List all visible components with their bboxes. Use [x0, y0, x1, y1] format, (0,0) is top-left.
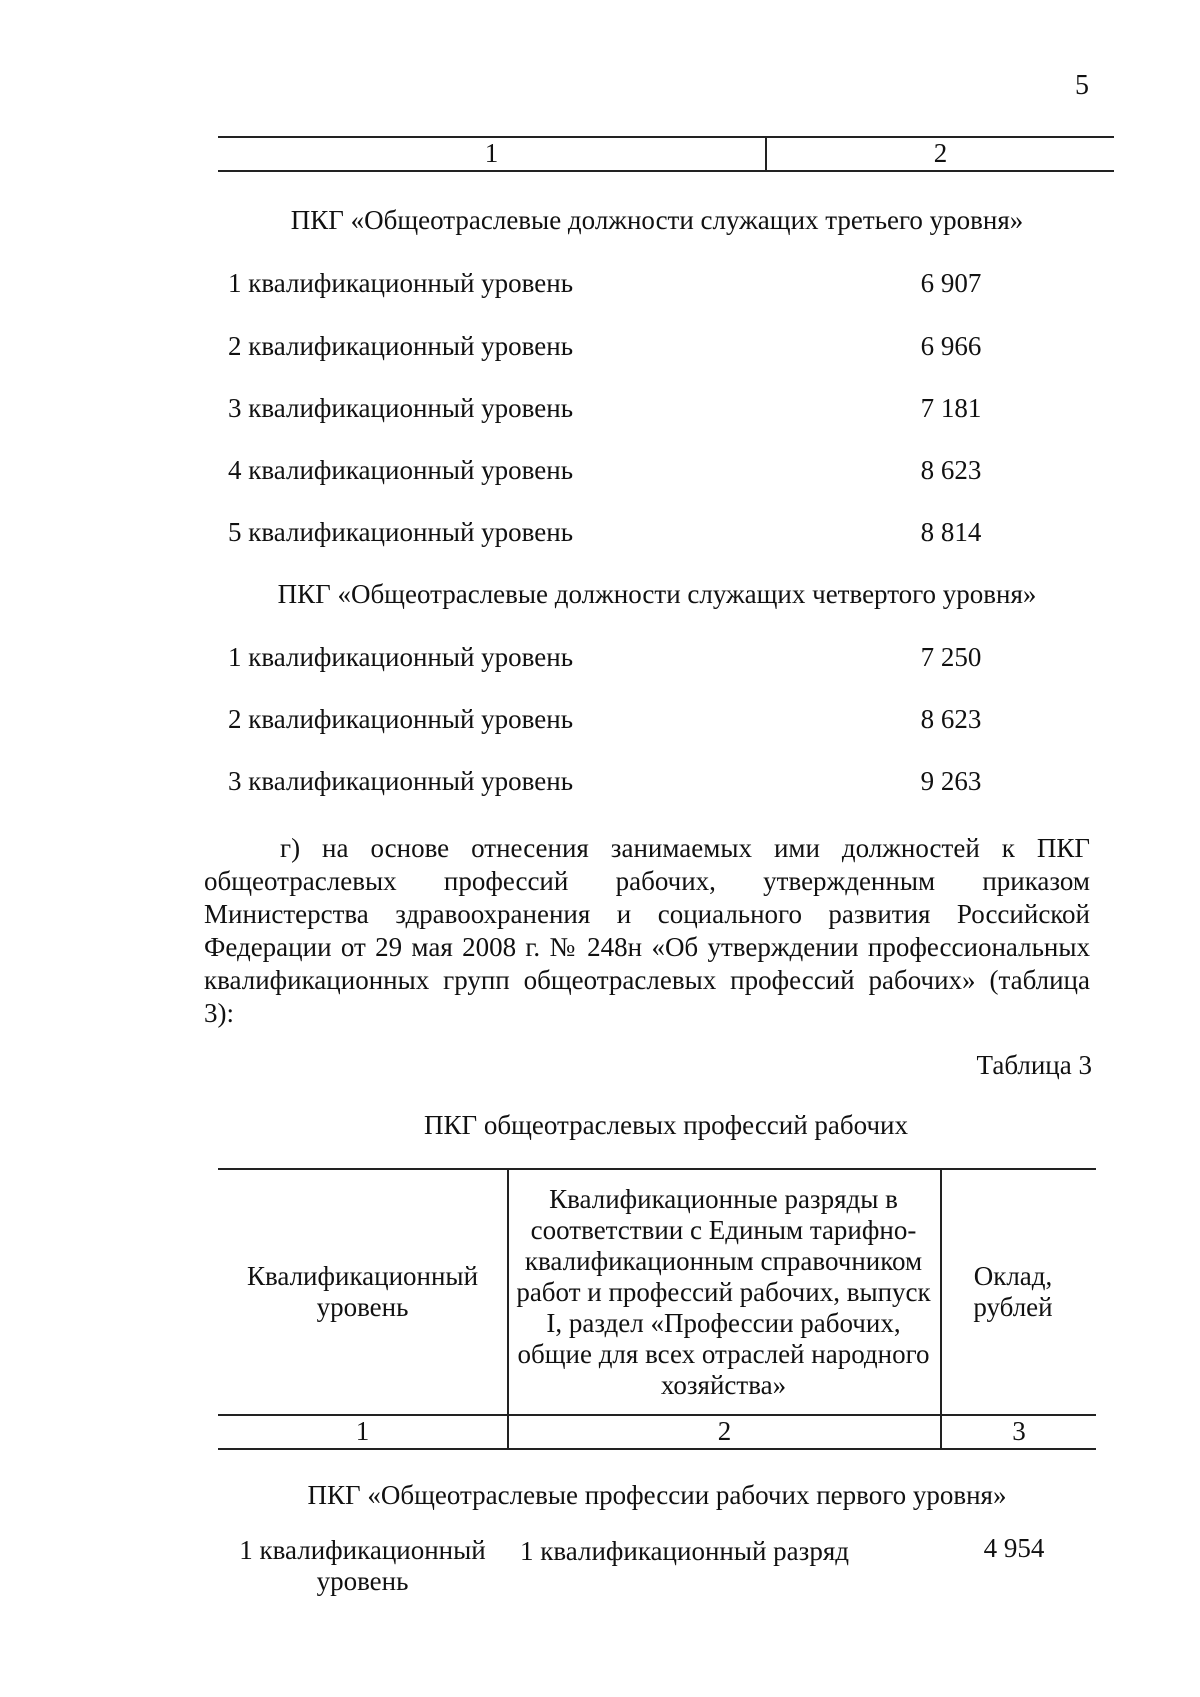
body-paragraph — [204, 832, 1090, 1030]
row-label: 2 квалификационный уровень — [228, 704, 574, 734]
table-3-row-grade: 1 квалификационный разряд — [520, 1536, 849, 1566]
group-title-fourth-level: ПКГ «Общеотраслевые должности служащих четвертого уровня» — [277, 579, 1037, 609]
table-3-divider-2 — [940, 1168, 942, 1448]
table-3-col-1-number: 1 — [355, 1416, 370, 1446]
table-3-row-level: 1 квалификационный уровень — [239, 1535, 486, 1596]
paragraph-text: г) на основе отнесения занимаемых ими должностей к ПКГ общеотраслевых профессий рабочих, утвержденным приказом Министерства здравоохранения и социального развития Российской Федерации от 29 мая 2008 г. № 248н «Об утверждении профессиональных квалификационных групп общеотраслевых профессий рабочих» (таблица 3): — [204, 833, 1090, 1028]
row-value: 9 263 — [920, 766, 982, 796]
table-3-header-level: Квалификационный уровень — [246, 1261, 479, 1322]
row-label: 5 квалификационный уровень — [228, 517, 574, 547]
row-value: 7 181 — [920, 393, 982, 423]
table-3-col-2-number: 2 — [717, 1416, 732, 1446]
table-3-header-grades: Квалификационные разряды в соответствии с Единым тарифно-квалификационным справочником работ и профессий рабочих, выпуск I, раздел «Профессии рабочих, общие для всех отраслей народного хозяйства» — [516, 1183, 931, 1400]
row-label: 1 квалификационный уровень — [228, 642, 574, 672]
top-table-header-bottom-rule — [218, 170, 1114, 172]
table-3-title: ПКГ общеотраслевых профессий рабочих — [424, 1110, 908, 1140]
table-3-label: Таблица 3 — [976, 1050, 1092, 1080]
table-3-number-rule — [218, 1448, 1096, 1450]
row-label: 1 квалификационный уровень — [228, 268, 574, 298]
table-3-header-salary: Оклад, рублей — [973, 1261, 1053, 1322]
table-3-col-3-number: 3 — [1012, 1416, 1026, 1446]
row-value: 6 907 — [920, 268, 982, 298]
row-value: 8 814 — [920, 517, 982, 547]
row-label: 2 квалификационный уровень — [228, 331, 574, 361]
row-value: 8 623 — [920, 455, 982, 485]
row-value: 6 966 — [920, 331, 982, 361]
group-title-third-level: ПКГ «Общеотраслевые должности служащих третьего уровня» — [290, 205, 1024, 235]
row-value: 7 250 — [920, 642, 982, 672]
table-3-group-title: ПКГ «Общеотраслевые профессии рабочих первого уровня» — [307, 1480, 1007, 1510]
top-table-col-1-number: 1 — [484, 138, 499, 168]
row-label: 4 квалификационный уровень — [228, 455, 574, 485]
row-label: 3 квалификационный уровень — [228, 766, 574, 796]
row-value: 8 623 — [920, 704, 982, 734]
table-3-row-salary: 4 954 — [983, 1533, 1045, 1563]
top-table-col-2-number: 2 — [933, 138, 948, 168]
table-3-divider-1 — [507, 1168, 509, 1448]
row-label: 3 квалификационный уровень — [228, 393, 574, 423]
page-number: 5 — [1075, 70, 1089, 101]
